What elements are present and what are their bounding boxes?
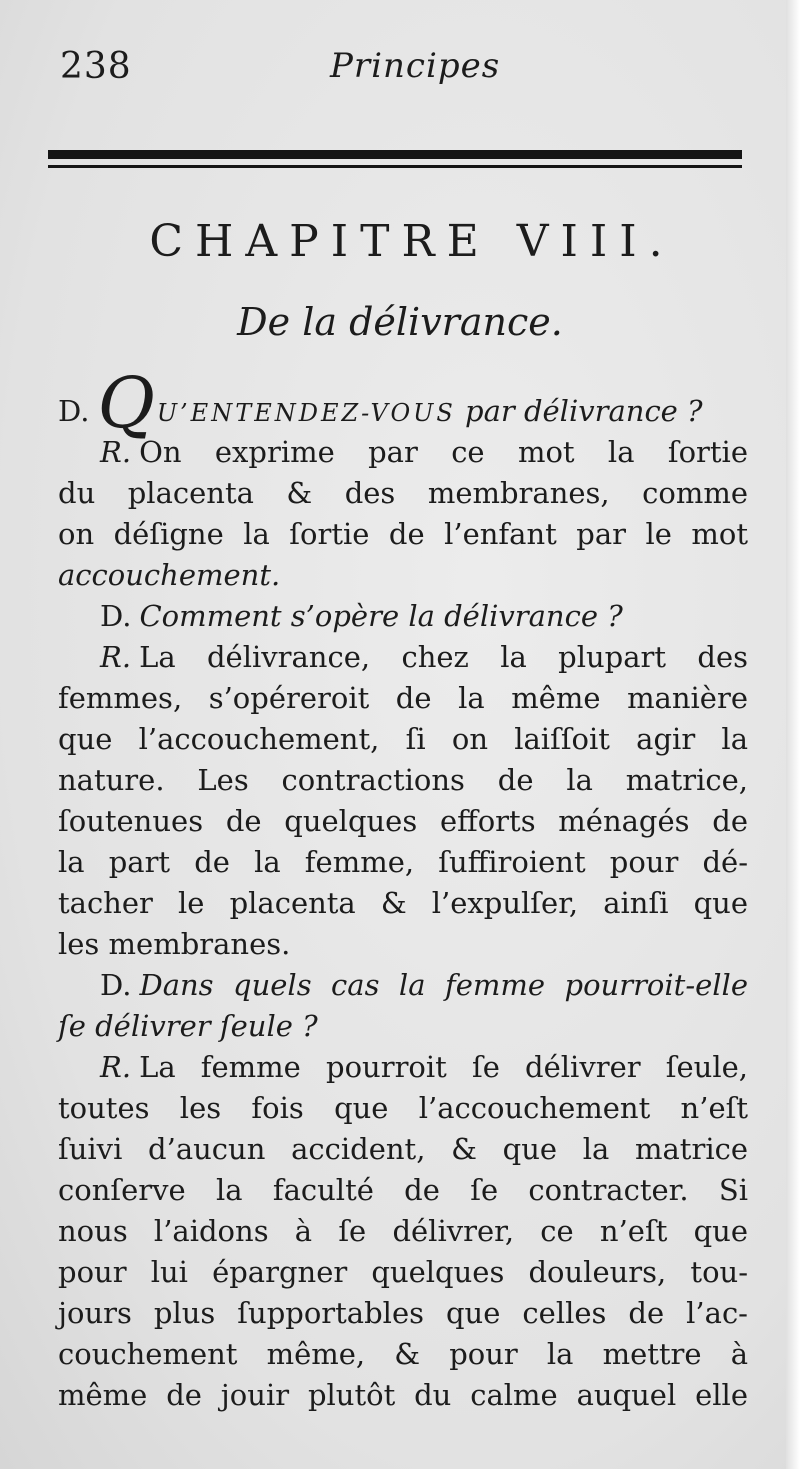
answer-label: R. bbox=[100, 640, 132, 674]
answer-line: du placenta & des membranes, comme bbox=[58, 476, 748, 510]
answer-line: la part de la femme, ſuffiroient pour dé- bbox=[58, 845, 748, 879]
chapter-title: CHAPITRE VIII. bbox=[149, 216, 675, 267]
answer-line: couchement même, & pour la mettre à bbox=[58, 1337, 748, 1371]
chapter-subtitle: De la délivrance. bbox=[237, 300, 563, 344]
question-3 bbox=[58, 965, 748, 1047]
answer-line: ſoutenues de quelques efforts ménagés de bbox=[58, 804, 748, 838]
answer-label: R. bbox=[100, 435, 132, 469]
answer-line: toutes les fois que l’accouchement n’eſt bbox=[58, 1091, 748, 1125]
answer-line: que l’accouchement, ſi on laiſſoit agir la bbox=[58, 722, 748, 756]
question-text: Dans quels cas la femme pourroit-elle bbox=[139, 968, 748, 1002]
answer-2 bbox=[58, 637, 748, 965]
header-rule-thick bbox=[48, 150, 742, 159]
answer-line: pour lui épargner quelques douleurs, tou- bbox=[58, 1255, 748, 1289]
answer-1 bbox=[58, 432, 748, 596]
answer-label: R. bbox=[100, 1050, 132, 1084]
answer-line: nous l’aidons à ſe délivrer, ce n’eſt que bbox=[58, 1214, 748, 1248]
answer-text: La délivrance, chez la plupart des bbox=[139, 640, 748, 674]
answer-line: jours plus ſupportables que celles de l’ac- bbox=[58, 1296, 748, 1330]
question-text: Comment s’opère la délivrance ? bbox=[139, 599, 623, 633]
header-rule-thin bbox=[48, 165, 742, 168]
question-label: D. bbox=[58, 394, 90, 428]
question-1-caps: U’ENTENDEZ-VOUS bbox=[156, 399, 456, 427]
question-label: D. bbox=[100, 968, 132, 1002]
answer-line: on déſigne la ſortie de l’enfant par le mot bbox=[58, 517, 748, 551]
answer-line: conſerve la faculté de ſe contracter. Si bbox=[58, 1173, 748, 1207]
answer-text: La femme pourroit ſe délivrer ſeule, bbox=[139, 1050, 748, 1084]
question-1-line bbox=[58, 362, 748, 444]
running-title: Principes bbox=[330, 46, 501, 86]
answer-line bbox=[58, 432, 748, 473]
question-2 bbox=[58, 596, 748, 637]
question-1 bbox=[58, 362, 748, 444]
answer-line: nature. Les contractions de la matrice, bbox=[58, 763, 748, 797]
question-label: D. bbox=[100, 599, 132, 633]
answer-line: ſuivi d’aucun accident, & que la matrice bbox=[58, 1132, 748, 1166]
page-header bbox=[60, 46, 750, 96]
question-line bbox=[58, 596, 748, 637]
answer-line: femmes, s’opéreroit de la même manière bbox=[58, 681, 748, 715]
answer-3 bbox=[58, 1047, 748, 1416]
answer-line: tacher le placenta & l’expulſer, ainſi que bbox=[58, 886, 748, 920]
drop-initial: Q bbox=[97, 362, 155, 444]
question-line: ſe délivrer ſeule ? bbox=[58, 1009, 318, 1043]
answer-line: même de jouir plutôt du calme auquel elle bbox=[58, 1378, 748, 1412]
answer-line: les membranes. bbox=[58, 927, 291, 961]
answer-text: On exprime par ce mot la ſortie bbox=[139, 435, 748, 469]
page-number: 238 bbox=[60, 46, 132, 87]
answer-line bbox=[58, 637, 748, 678]
answer-line bbox=[58, 1047, 748, 1088]
answer-line: accouchement. bbox=[58, 558, 281, 592]
question-line bbox=[58, 965, 748, 1006]
question-1-rest: par délivrance ? bbox=[465, 394, 703, 428]
